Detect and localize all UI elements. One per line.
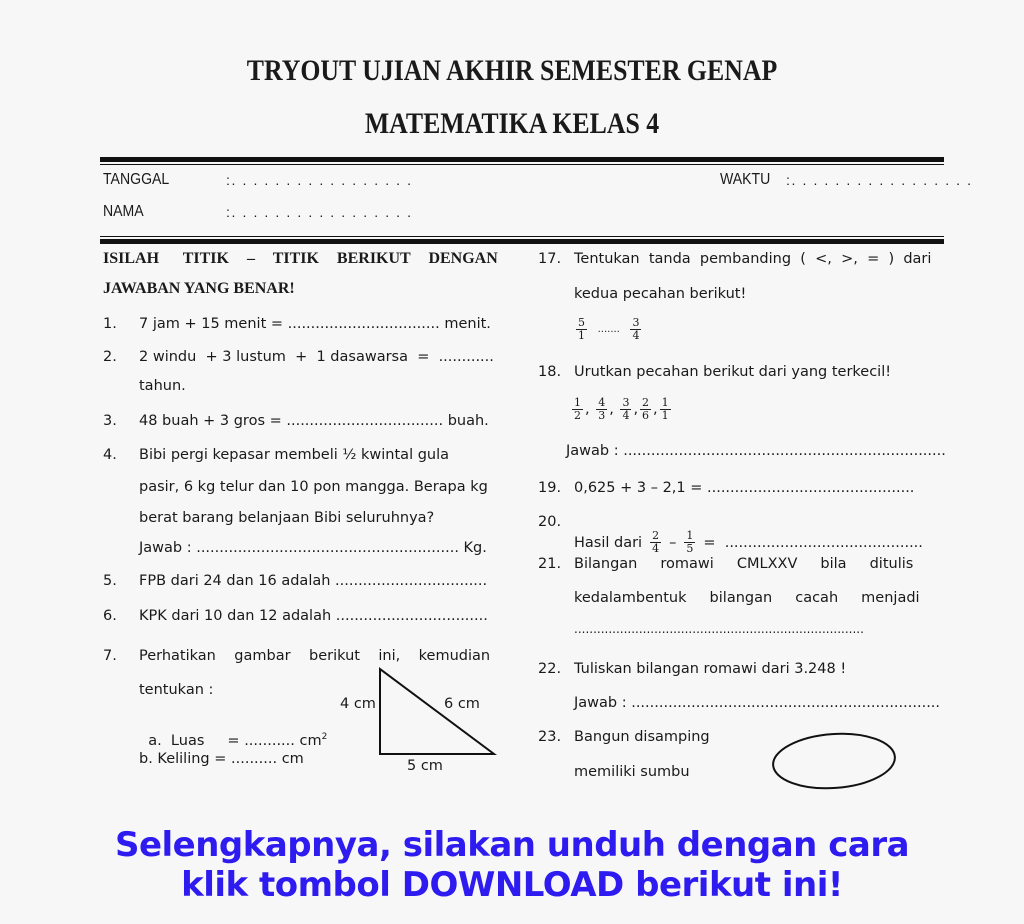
- nama-label: NAMA: [103, 203, 144, 220]
- divider: [100, 164, 944, 165]
- tanggal-field[interactable]: :. . . . . . . . . . . . . . . . .: [226, 172, 413, 188]
- fraction: $\frac{1}{5}$: [686, 529, 694, 555]
- question-text: Bilangan romawi CMLXXV bila ditulis: [574, 556, 914, 572]
- right-triangle-diagram: [376, 667, 516, 767]
- question-1: [103, 316, 491, 332]
- question-number: 1.: [103, 316, 117, 332]
- question-text: Urutkan pecahan berikut dari yang terkecil!: [574, 364, 892, 380]
- question-2: [103, 349, 494, 365]
- question-23-line-2: memiliki sumbu: [574, 764, 690, 780]
- question-number: 6.: [103, 608, 117, 624]
- question-number: 17.: [538, 251, 562, 267]
- triangle-side-hypotenuse: 6 cm: [444, 696, 480, 712]
- nama-field[interactable]: :. . . . . . . . . . . . . . . . .: [226, 204, 413, 220]
- question-number: 7.: [103, 648, 117, 664]
- question-4: [103, 447, 450, 463]
- question-17-fractions: [574, 317, 643, 342]
- question-number: 20.: [538, 514, 562, 530]
- question-number: 18.: [538, 364, 562, 380]
- question-19: [538, 480, 915, 496]
- page-subtitle: MATEMATIKA KELAS 4: [364, 107, 660, 140]
- question-17: [538, 251, 932, 267]
- download-promo-line-1: Selengkapnya, silakan unduh dengan cara: [114, 825, 910, 865]
- question-17-line-2: kedua pecahan berikut!: [574, 286, 747, 302]
- question-text: 48 buah + 3 gros = .................................. buah.: [139, 413, 489, 429]
- question-text: 7 jam + 15 menit = ................................. menit.: [139, 316, 491, 332]
- question-7: [103, 648, 491, 664]
- question-20: [538, 514, 923, 555]
- triangle-side-bottom: 5 cm: [407, 758, 443, 774]
- question-text: Perhatikan gambar berikut ini, kemudian: [139, 648, 491, 664]
- question-7-line-2: tentukan :: [139, 682, 214, 698]
- question-23: [538, 729, 710, 745]
- question-number: 3.: [103, 413, 117, 429]
- question-number: 22.: [538, 661, 562, 677]
- luas-answer: a. Luas = ........... cm: [148, 732, 322, 749]
- download-promo-line-2: klik tombol DOWNLOAD berikut ini!: [181, 865, 843, 905]
- question-text: Bibi pergi kepasar membeli ½ kwintal gula: [139, 447, 450, 463]
- question-number: 2.: [103, 349, 117, 365]
- question-4-answer[interactable]: Jawab : ......................................................... Kg.: [139, 540, 487, 556]
- waktu-field[interactable]: :. . . . . . . . . . . . . . . . .: [786, 172, 973, 188]
- tanggal-label: TANGGAL: [103, 171, 170, 188]
- question-2-cont: tahun.: [139, 378, 186, 394]
- question-22: [538, 661, 847, 677]
- superscript: 2: [321, 732, 328, 742]
- question-22-answer[interactable]: Jawab : ...................................................................: [574, 695, 941, 711]
- question-21: [538, 556, 914, 572]
- question-18: [538, 364, 892, 380]
- question-18-answer[interactable]: Jawab : ......................................................................: [566, 443, 946, 459]
- fraction: $\frac{1}{1}$: [661, 396, 669, 422]
- question-text: KPK dari 10 dan 12 adalah .................................: [139, 608, 488, 624]
- instruction-line-1: ISILAH TITIK – TITIK BERIKUT DENGAN: [103, 250, 498, 267]
- question-text: Hasil dari $\frac{2}{4}$ – $\frac{1}{5}$ = ...........................................: [574, 529, 923, 555]
- question-6: [103, 608, 488, 624]
- fraction: $\frac{2}{6}$: [642, 396, 650, 422]
- page-title: TRYOUT UJIAN AKHIR SEMESTER GENAP: [246, 54, 778, 87]
- question-text: Tentukan tanda pembanding ( <, >, = ) dari: [574, 251, 932, 267]
- question-5: [103, 573, 488, 589]
- question-21-line-2: kedalambentuk bilangan cacah menjadi: [574, 590, 920, 606]
- question-4-line-3: berat barang belanjaan Bibi seluruhnya?: [139, 510, 435, 526]
- question-7-a[interactable]: [139, 716, 327, 749]
- question-18-fractions: $\frac{1}{2}$ , $\frac{4}{3}$ , $\frac{3}{4}$ , $\frac{2}{6}$ , $\frac{1}{1}$: [574, 396, 669, 422]
- question-21-answer[interactable]: ............................................................................: [574, 622, 864, 636]
- question-number: 5.: [103, 573, 117, 589]
- triangle-side-left: 4 cm: [340, 696, 376, 712]
- fraction: $\frac{3}{4}$: [632, 316, 640, 342]
- question-number: 19.: [538, 480, 562, 496]
- question-text: Bangun disamping: [574, 729, 710, 745]
- fraction: $\frac{3}{4}$: [622, 396, 630, 422]
- divider: [100, 239, 944, 244]
- question-text: Tuliskan bilangan romawi dari 3.248 !: [574, 661, 847, 677]
- ellipse-shape: [770, 730, 900, 792]
- fraction: $\frac{2}{4}$: [652, 529, 660, 555]
- fraction: $\frac{4}{3}$: [598, 396, 606, 422]
- fraction: $\frac{1}{2}$: [574, 396, 581, 422]
- divider: [100, 157, 944, 162]
- question-text: 2 windu + 3 lustum + 1 dasawarsa = ............: [139, 349, 494, 365]
- comparison-blank[interactable]: .......: [597, 324, 620, 335]
- question-text[interactable]: 0,625 + 3 – 2,1 = .............................................: [574, 480, 915, 496]
- question-4-line-2: pasir, 6 kg telur dan 10 pon mangga. Berapa kg: [139, 479, 488, 495]
- divider: [100, 236, 944, 237]
- waktu-label: WAKTU: [720, 171, 771, 188]
- question-number: 21.: [538, 556, 562, 572]
- instruction-line-2: JAWABAN YANG BENAR!: [103, 280, 295, 297]
- question-number: 4.: [103, 447, 117, 463]
- question-number: 23.: [538, 729, 562, 745]
- fraction: $\frac{5}{1}$: [578, 316, 585, 342]
- question-3: [103, 413, 489, 429]
- question-7-b[interactable]: b. Keliling = .......... cm: [139, 751, 304, 767]
- question-text: FPB dari 24 dan 16 adalah .................................: [139, 573, 488, 589]
